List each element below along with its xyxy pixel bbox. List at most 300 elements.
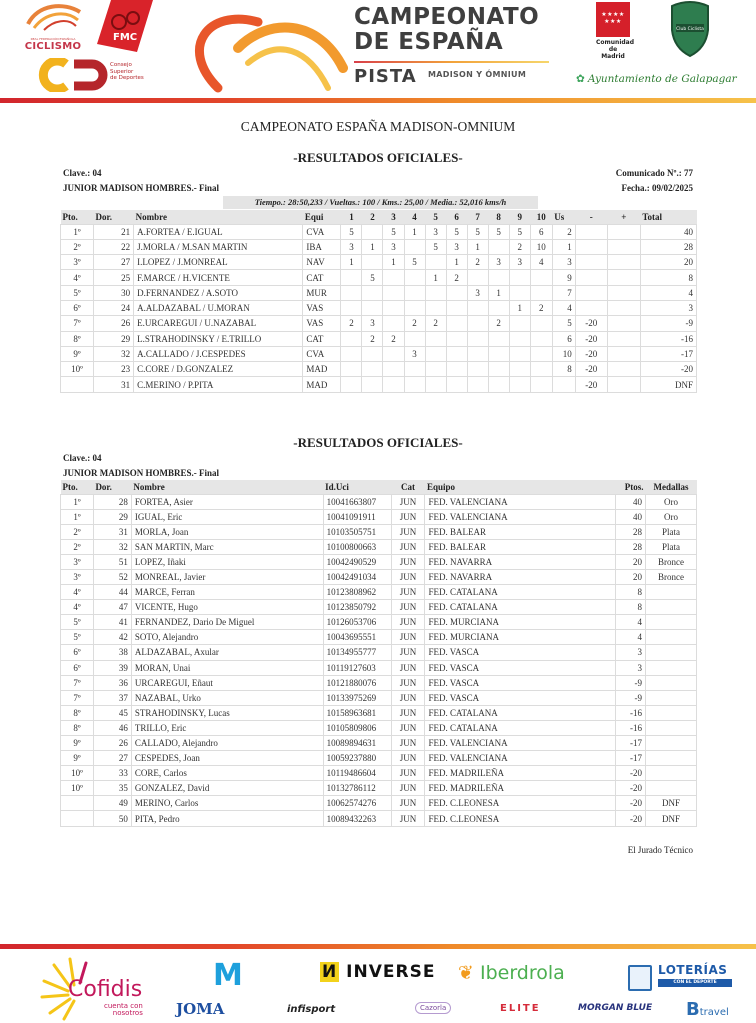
sprint-points <box>341 362 362 377</box>
fmc-text: FMC <box>113 32 138 43</box>
lap-bonus <box>607 300 640 315</box>
sprint-points <box>404 377 425 392</box>
position: 1º <box>61 509 94 524</box>
points: -17 <box>616 736 646 751</box>
federation: FED. BALEAR <box>425 539 616 554</box>
table-row <box>61 736 697 751</box>
column-header: Total <box>640 210 696 224</box>
sprint-points <box>362 377 383 392</box>
bib: 39 <box>93 660 131 675</box>
category: JUN <box>391 720 425 735</box>
rider-results-table <box>60 480 697 827</box>
infisport-logo: infisport <box>287 1004 336 1015</box>
sprint-points <box>404 270 425 285</box>
sprint-points <box>341 346 362 361</box>
uci-id: 10089432263 <box>323 811 391 826</box>
team-name: C.CORE / D.GONZALEZ <box>134 362 303 377</box>
sprint-points: 3 <box>467 285 488 300</box>
morgan-blue-logo: MORGAN BLUE <box>578 1003 653 1013</box>
column-header: 2 <box>362 210 383 224</box>
table-row <box>61 316 697 331</box>
team-name: E.URCAREGUI / U.NAZABAL <box>134 316 303 331</box>
sprint-points: 1 <box>362 239 383 254</box>
uci-id: 10043695551 <box>323 630 391 645</box>
uci-id: 10132786112 <box>323 781 391 796</box>
elite-logo: ELITE <box>500 1003 541 1014</box>
total-points: -16 <box>640 331 696 346</box>
points: -16 <box>616 705 646 720</box>
sprint-points <box>467 270 488 285</box>
sprint-points: 1 <box>509 300 530 315</box>
lap-bonus <box>607 346 640 361</box>
sprint-points: 3 <box>341 239 362 254</box>
federation: FED. VASCA <box>425 675 616 690</box>
column-header: Us <box>552 210 575 224</box>
lap-bonus <box>607 239 640 254</box>
table-row <box>61 270 697 285</box>
column-header: 7 <box>467 210 488 224</box>
points: -20 <box>616 796 646 811</box>
column-header: 10 <box>530 210 552 224</box>
bib: 47 <box>93 600 131 615</box>
bib: 29 <box>94 331 134 346</box>
column-header: Medallas <box>646 480 697 494</box>
column-header: 5 <box>425 210 446 224</box>
total-points: 8 <box>640 270 696 285</box>
bib: 31 <box>93 524 131 539</box>
bib: 24 <box>94 300 134 315</box>
category: JUN <box>391 660 425 675</box>
rider-name: SOTO, Alejandro <box>131 630 323 645</box>
position: 3º <box>61 255 94 270</box>
sprint-points <box>425 377 446 392</box>
uci-id: 10089894631 <box>323 736 391 751</box>
medal: DNF <box>646 796 697 811</box>
document-title: CAMPEONATO ESPAÑA MADISON-OMNIUM <box>240 119 516 134</box>
team-code: CAT <box>303 331 341 346</box>
sprint-points <box>467 362 488 377</box>
sprint-points <box>467 377 488 392</box>
sprint-points: 2 <box>383 331 404 346</box>
rider-name: URCAREGUI, Eñaut <box>131 675 323 690</box>
rider-name: LOPEZ, Iñaki <box>131 554 323 569</box>
column-header: Equi <box>303 210 341 224</box>
table-row <box>61 539 697 554</box>
team-code: VAS <box>303 316 341 331</box>
sprint-points <box>446 346 467 361</box>
bib: 35 <box>93 781 131 796</box>
medal <box>646 751 697 766</box>
event-title: CAMPEONATO DE ESPAÑA <box>354 4 540 55</box>
rider-name: IGUAL, Eric <box>131 509 323 524</box>
table-row <box>61 645 697 660</box>
club-ciclista-shield-icon <box>668 0 712 58</box>
rider-name: CESPEDES, Joan <box>131 751 323 766</box>
lap-bonus <box>607 316 640 331</box>
sprint-points: 1 <box>383 255 404 270</box>
federation: FED. VASCA <box>425 645 616 660</box>
joma-logo: JOMA <box>176 1000 225 1018</box>
medal: Bronce <box>646 569 697 584</box>
uci-id: 10059237880 <box>323 751 391 766</box>
clover-icon: ✿ <box>576 73 585 85</box>
fecha: Fecha.: 09/02/2025 <box>621 183 693 193</box>
lap-bonus <box>607 377 640 392</box>
position: 8º <box>61 705 94 720</box>
medal: Plata <box>646 539 697 554</box>
federation: FED. CATALANA <box>425 705 616 720</box>
medal <box>646 585 697 600</box>
column-header: Nombre <box>134 210 303 224</box>
position: 7º <box>61 675 94 690</box>
team-name: A.CALLADO / J.CESPEDES <box>134 346 303 361</box>
points: 8 <box>616 585 646 600</box>
inverse-logo: И INVERSE <box>322 962 436 982</box>
table-header-row <box>61 210 697 224</box>
position: 4º <box>61 600 94 615</box>
points: 8 <box>616 600 646 615</box>
column-header: Nombre <box>131 480 323 494</box>
sprint-points: 5 <box>383 224 404 239</box>
sprint-points: 3 <box>404 346 425 361</box>
bib: 42 <box>93 630 131 645</box>
team-code: CAT <box>303 270 341 285</box>
fmc-logo <box>97 0 153 52</box>
lap-penalty <box>575 255 607 270</box>
sprint-points <box>341 331 362 346</box>
uci-id: 10121880076 <box>323 675 391 690</box>
category-2: JUNIOR MADISON HOMBRES.- Final <box>63 468 220 478</box>
loterias-hand-icon <box>628 965 652 991</box>
category: JUN <box>391 766 425 781</box>
team-name: J.MORLA / M.SAN MARTIN <box>134 239 303 254</box>
lap-penalty: -20 <box>575 362 607 377</box>
lap-penalty <box>575 239 607 254</box>
category: JUN <box>391 494 425 509</box>
last-sprint: 4 <box>552 300 575 315</box>
column-header: Dor. <box>93 480 131 494</box>
position: 1º <box>61 494 94 509</box>
sprint-points <box>530 377 552 392</box>
category: JUN <box>391 705 425 720</box>
sprint-points <box>467 346 488 361</box>
sprint-points <box>509 285 530 300</box>
category: JUN <box>391 509 425 524</box>
sprint-points: 3 <box>509 255 530 270</box>
race-stats: Tiempo.: 28:50,233 / Vueltas.: 100 / Kms.: 25,00 / Media.: 52,016 kms/h <box>223 196 538 209</box>
sprint-points <box>383 362 404 377</box>
sprint-points <box>446 316 467 331</box>
last-sprint: 6 <box>552 331 575 346</box>
uci-id: 10041091911 <box>323 509 391 524</box>
sprint-points: 1 <box>446 255 467 270</box>
federation: FED. MURCIANA <box>425 615 616 630</box>
campeonato-swoosh-icon <box>178 8 348 94</box>
team-code: VAS <box>303 300 341 315</box>
sprint-points: 1 <box>341 255 362 270</box>
sprint-points <box>446 377 467 392</box>
table-row <box>61 224 697 239</box>
leaf-icon: ❦ <box>458 962 474 984</box>
sprint-points <box>530 346 552 361</box>
position: 2º <box>61 524 94 539</box>
sprint-points <box>530 316 552 331</box>
uci-id: 10126053706 <box>323 615 391 630</box>
total-points: -20 <box>640 362 696 377</box>
sprint-points <box>425 255 446 270</box>
rider-name: FORTEA, Asier <box>131 494 323 509</box>
uci-id: 10042491034 <box>323 569 391 584</box>
sprint-points <box>404 331 425 346</box>
header-stripe <box>0 98 756 103</box>
lap-bonus <box>607 224 640 239</box>
table-row <box>61 239 697 254</box>
sprint-points <box>509 270 530 285</box>
category: JUN <box>391 554 425 569</box>
category: JUN <box>391 675 425 690</box>
federation: FED. VALENCIANA <box>425 509 616 524</box>
team-code: NAV <box>303 255 341 270</box>
sprint-points <box>425 285 446 300</box>
position: 6º <box>61 300 94 315</box>
bib: 26 <box>94 316 134 331</box>
position: 5º <box>61 630 94 645</box>
uci-id: 10134955777 <box>323 645 391 660</box>
position: 5º <box>61 615 94 630</box>
rider-name: MERINO, Carlos <box>131 796 323 811</box>
sprint-points <box>509 377 530 392</box>
table-row <box>61 630 697 645</box>
sprint-points <box>341 285 362 300</box>
federation: FED. VALENCIANA <box>425 736 616 751</box>
sprint-points <box>509 331 530 346</box>
sprint-points: 1 <box>425 270 446 285</box>
team-name: D.FERNANDEZ / A.SOTO <box>134 285 303 300</box>
position: 9º <box>61 751 94 766</box>
sprint-points <box>488 300 509 315</box>
rider-name: CALLADO, Alejandro <box>131 736 323 751</box>
btravel-logo: Btravel <box>686 999 729 1020</box>
medal <box>646 781 697 796</box>
team-code: MUR <box>303 285 341 300</box>
results-title-1: -RESULTADOS OFICIALES- <box>293 150 463 165</box>
medal <box>646 766 697 781</box>
federation: FED. CATALANA <box>425 585 616 600</box>
table-header-row <box>61 480 697 494</box>
rider-name: SAN MARTIN, Marc <box>131 539 323 554</box>
sprint-points <box>341 300 362 315</box>
bib: 49 <box>93 796 131 811</box>
team-name: L.STRAHODINSKY / E.TRILLO <box>134 331 303 346</box>
sprint-points: 5 <box>341 224 362 239</box>
bib: 50 <box>93 811 131 826</box>
last-sprint: 2 <box>552 224 575 239</box>
sprint-points <box>341 270 362 285</box>
position: 2º <box>61 539 94 554</box>
federation: FED. NAVARRA <box>425 569 616 584</box>
sprint-points <box>362 362 383 377</box>
points: 3 <box>616 645 646 660</box>
total-points: -9 <box>640 316 696 331</box>
sprint-points <box>467 300 488 315</box>
column-header: 3 <box>383 210 404 224</box>
rider-name: MORLA, Joan <box>131 524 323 539</box>
table-row <box>61 705 697 720</box>
position: 1º <box>61 224 94 239</box>
points: 40 <box>616 494 646 509</box>
sprint-points <box>488 270 509 285</box>
table-row <box>61 675 697 690</box>
category: JUN <box>391 781 425 796</box>
position: 3º <box>61 569 94 584</box>
points: -9 <box>616 675 646 690</box>
lap-penalty: -20 <box>575 331 607 346</box>
points: -20 <box>616 781 646 796</box>
federation: FED. NAVARRA <box>425 554 616 569</box>
position: 3º <box>61 554 94 569</box>
sprint-points <box>446 300 467 315</box>
position: 7º <box>61 690 94 705</box>
position: 6º <box>61 645 94 660</box>
rider-name: FERNANDEZ, Dario De Miguel <box>131 615 323 630</box>
rider-name: MARCE, Ferran <box>131 585 323 600</box>
sprint-points <box>509 316 530 331</box>
table-row <box>61 585 697 600</box>
column-header: Id.Uci <box>323 480 391 494</box>
sprint-points <box>362 346 383 361</box>
category: JUN <box>391 645 425 660</box>
lap-penalty: -20 <box>575 346 607 361</box>
uci-id: 10123808962 <box>323 585 391 600</box>
position <box>61 796 94 811</box>
column-header: 9 <box>509 210 530 224</box>
sprint-points <box>383 316 404 331</box>
sprint-points <box>404 300 425 315</box>
sprint-points: 3 <box>362 316 383 331</box>
sprint-points <box>446 285 467 300</box>
sprint-points <box>446 362 467 377</box>
sprint-points: 2 <box>467 255 488 270</box>
sprint-points <box>425 300 446 315</box>
header-banner <box>0 0 756 104</box>
sprint-points: 5 <box>467 224 488 239</box>
column-header: Dor. <box>94 210 134 224</box>
rider-name: VICENTE, Hugo <box>131 600 323 615</box>
table-row <box>61 569 697 584</box>
medal <box>646 600 697 615</box>
category: JUN <box>391 690 425 705</box>
madrid-flag-icon: ★★★★ ★★★ <box>596 2 630 37</box>
column-header: Pto. <box>61 480 94 494</box>
uci-id: 10100800663 <box>323 539 391 554</box>
bib: 51 <box>93 554 131 569</box>
sprint-points <box>425 346 446 361</box>
medal <box>646 720 697 735</box>
sprint-points <box>362 224 383 239</box>
bib: 28 <box>93 494 131 509</box>
medal: Bronce <box>646 554 697 569</box>
comunidad-madrid-logo: ★★★★ ★★★ Comunidad de Madrid <box>596 2 630 58</box>
ayuntamiento-galapagar-logo: ✿ Ayuntamiento de Galapagar <box>576 73 737 85</box>
position: 4º <box>61 585 94 600</box>
total-points: 4 <box>640 285 696 300</box>
bib: 26 <box>93 736 131 751</box>
medal <box>646 660 697 675</box>
points: 4 <box>616 615 646 630</box>
sprint-points <box>425 362 446 377</box>
federation: FED. VALENCIANA <box>425 751 616 766</box>
sprint-points: 3 <box>446 239 467 254</box>
rider-name: ALDAZABAL, Axular <box>131 645 323 660</box>
category: JUN <box>391 796 425 811</box>
sprint-points: 5 <box>425 239 446 254</box>
sprint-points: 2 <box>425 316 446 331</box>
clave-1: Clave.: 04 <box>63 168 102 178</box>
uci-id: 10062574276 <box>323 796 391 811</box>
sprint-points: 6 <box>530 224 552 239</box>
table-row <box>61 524 697 539</box>
rider-name: PITA, Pedro <box>131 811 323 826</box>
medal <box>646 630 697 645</box>
bib: 44 <box>93 585 131 600</box>
points: -20 <box>616 766 646 781</box>
position: 2º <box>61 239 94 254</box>
club-text: Club Ciclista <box>676 27 704 32</box>
table-row <box>61 615 697 630</box>
medal: Oro <box>646 494 697 509</box>
federation: FED. MADRILEÑA <box>425 766 616 781</box>
table-row <box>61 811 697 826</box>
csd-logo <box>36 58 156 94</box>
sprint-points <box>362 255 383 270</box>
team-code: CVA <box>303 224 341 239</box>
sprint-points: 5 <box>509 224 530 239</box>
column-header: 8 <box>488 210 509 224</box>
bib: 30 <box>94 285 134 300</box>
points: 20 <box>616 569 646 584</box>
sprint-points <box>488 331 509 346</box>
cofidis-logo: Cofidis cuenta con nosotros <box>40 955 160 1021</box>
category: JUN <box>391 630 425 645</box>
iberdrola-logo: ❦ Iberdrola <box>458 962 565 984</box>
rider-name: STRAHODINSKY, Lucas <box>131 705 323 720</box>
team-code: MAD <box>303 377 341 392</box>
sprint-points: 2 <box>530 300 552 315</box>
position: 6º <box>61 660 94 675</box>
column-header: 4 <box>404 210 425 224</box>
last-sprint: 3 <box>552 255 575 270</box>
rfec-logo <box>18 2 88 50</box>
team-name: A.FORTEA / E.IGUAL <box>134 224 303 239</box>
category: JUN <box>391 524 425 539</box>
sprint-points: 5 <box>446 224 467 239</box>
column-header: + <box>607 210 640 224</box>
sprint-points <box>530 285 552 300</box>
table-row <box>61 362 697 377</box>
table-row <box>61 377 697 392</box>
last-sprint: 9 <box>552 270 575 285</box>
table-row <box>61 796 697 811</box>
medal <box>646 675 697 690</box>
position: 4º <box>61 270 94 285</box>
sprint-points: 2 <box>446 270 467 285</box>
points: -9 <box>616 690 646 705</box>
points: 4 <box>616 630 646 645</box>
sprint-points: 1 <box>467 239 488 254</box>
sprint-points: 10 <box>530 239 552 254</box>
last-sprint: 8 <box>552 362 575 377</box>
title-rule <box>354 61 549 63</box>
